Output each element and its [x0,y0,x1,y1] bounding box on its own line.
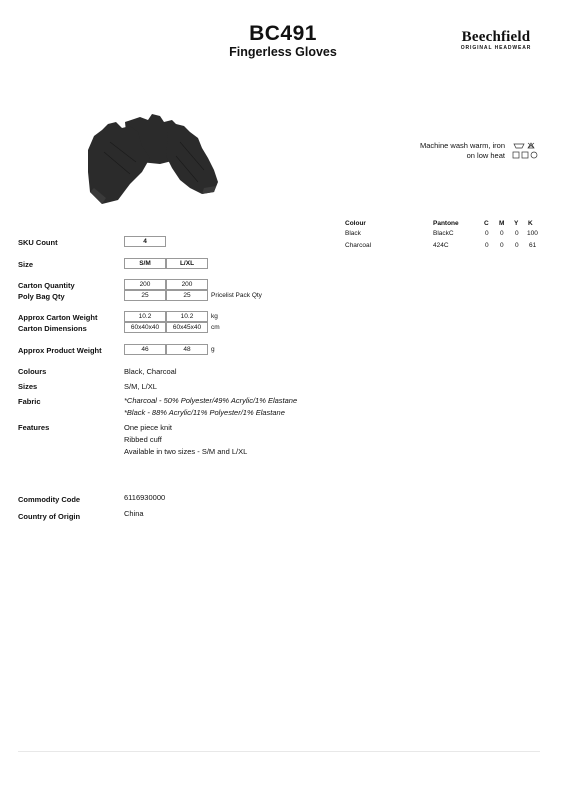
product-image [80,112,225,212]
colour-name: Charcoal [345,242,372,249]
carton-quantity-sm: 200 [124,279,166,290]
colours-value: Black, Charcoal [124,367,177,376]
col-pantone: Pantone [433,220,459,227]
country-of-origin-value: China [124,509,144,518]
feature-item: One piece knit [124,423,172,432]
pantone-value: BlackC [433,230,454,237]
product-weight-lxl: 48 [166,344,208,355]
feature-item: Available in two sizes - S/M and L/XL [124,447,248,456]
size-lxl: L/XL [166,258,208,269]
m-value: 0 [500,230,504,237]
commodity-code-value: 6116930000 [124,493,166,502]
care-text-line1: Machine wash warm, iron [419,141,505,150]
m-value: 0 [500,242,504,249]
product-name: Fingerless Gloves [229,45,337,59]
c-value: 0 [485,230,489,237]
carton-weight-label: Approx Carton Weight [18,313,98,322]
carton-dimensions-lxl: 60x45x40 [166,322,208,333]
carton-weight-sm: 10.2 [124,311,166,322]
care-icons [510,141,540,161]
k-value: 100 [527,230,538,237]
colour-row [345,230,545,240]
brand-tagline: ORIGINAL HEADWEAR [460,45,532,51]
colours-label: Colours [18,367,47,376]
brand-logo [450,30,542,52]
carton-dimensions-label: Carton Dimensions [18,324,87,333]
col-m: M [499,220,505,227]
carton-quantity-label: Carton Quantity [18,281,75,290]
sku-count-value: 4 [124,236,166,247]
pantone-value: 424C [433,242,449,249]
care-instructions [380,141,505,161]
sku-count-label: SKU Count [18,238,58,247]
poly-bag-qty-label: Poly Bag Qty [18,292,65,301]
brand-name: Beechfield [461,29,531,45]
product-weight-label: Approx Product Weight [18,346,102,355]
fabric-label: Fabric [18,397,41,406]
size-sm: S/M [124,258,166,269]
y-value: 0 [515,242,519,249]
pricelist-pack-note: Pricelist Pack Qty [211,292,262,299]
footer-divider [18,751,540,752]
colour-table-header [345,220,545,230]
product-weight-sm: 46 [124,344,166,355]
product-weight-unit: g [211,346,215,353]
carton-dimensions-sm: 60x40x40 [124,322,166,333]
col-c: C [484,220,489,227]
carton-weight-unit: kg [211,313,218,320]
feature-item: Ribbed cuff [124,435,162,444]
carton-quantity-lxl: 200 [166,279,208,290]
sizes-label: Sizes [18,382,38,391]
wash-warm-icon [514,144,524,148]
col-colour: Colour [345,220,366,227]
fabric-line-charcoal: *Charcoal - 50% Polyester/49% Acrylic/1% Elastane [124,396,298,405]
no-bleach-icon [528,143,534,148]
commodity-code-label: Commodity Code [18,495,81,504]
y-value: 0 [515,230,519,237]
product-code: BC491 [249,22,317,45]
carton-dimensions-unit: cm [211,324,220,331]
country-of-origin-label: Country of Origin [18,512,81,521]
colour-table [345,220,545,252]
no-tumble-dry-icon [513,152,519,158]
sizes-value: S/M, L/XL [124,382,157,391]
no-dry-clean-icon [522,152,528,158]
fabric-line-black: *Black - 88% Acrylic/11% Polyester/1% Elastane [124,408,285,417]
col-k: K [528,220,533,227]
care-text-line2: on low heat [466,151,505,160]
poly-bag-qty-sm: 25 [124,290,166,301]
c-value: 0 [485,242,489,249]
carton-weight-lxl: 10.2 [166,311,208,322]
size-label: Size [18,260,34,269]
iron-low-icon [531,152,537,158]
features-label: Features [18,423,50,432]
col-y: Y [514,220,519,227]
poly-bag-qty-lxl: 25 [166,290,208,301]
k-value: 61 [529,242,537,249]
colour-name: Black [345,230,361,237]
colour-row [345,242,545,252]
